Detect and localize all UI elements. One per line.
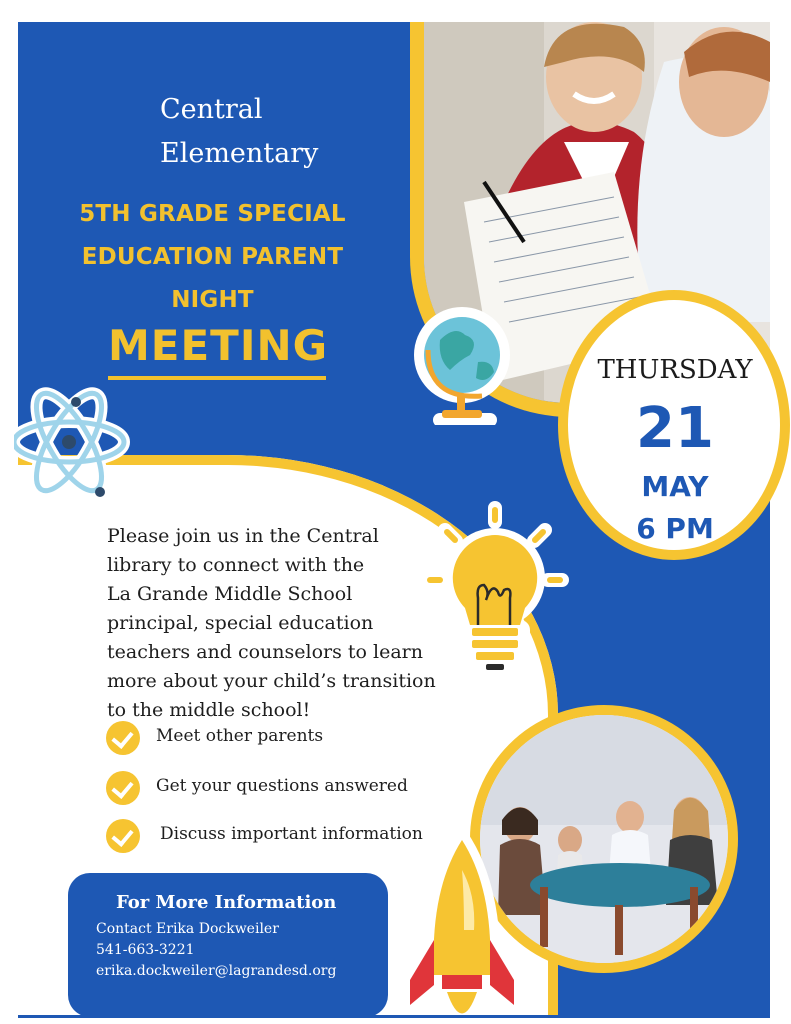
globe-icon	[410, 300, 520, 425]
description-line: principal, special education	[107, 612, 374, 634]
check-icon	[106, 771, 140, 805]
school-name	[160, 88, 380, 176]
description-line: library to connect with the	[107, 554, 365, 576]
bullet-item	[106, 771, 426, 805]
description-line: Please join us in the Central	[107, 525, 379, 547]
bullet-label: Discuss important information	[160, 824, 423, 844]
description	[107, 522, 437, 725]
date-number: 21	[636, 396, 714, 461]
description-line: to the middle school!	[107, 699, 311, 721]
bullet-label: Meet other parents	[156, 726, 324, 746]
event-title-line2: EDUCATION PARENT	[81, 244, 344, 270]
contact-email[interactable]: erika.dockweiler@lagrandesd.org	[96, 963, 337, 979]
check-icon	[106, 721, 140, 755]
bullet-label: Get your questions answered	[156, 776, 408, 796]
rocket-icon	[402, 820, 522, 1024]
description-line: teachers and counselors to learn	[107, 641, 423, 663]
contact-name: Contact Erika Dockweiler	[96, 921, 279, 937]
event-title-line3: NIGHT	[171, 287, 254, 313]
event-title-line1: 5TH GRADE SPECIAL	[79, 201, 346, 227]
description-line: La Grande Middle School	[107, 583, 353, 605]
lightbulb-icon	[420, 500, 570, 680]
date-month: MAY	[641, 470, 709, 503]
atom-icon	[14, 382, 134, 502]
school-name-line1: Central	[160, 94, 263, 125]
contact-phone[interactable]: 541-663-3221	[96, 942, 195, 958]
school-name-line2: Elementary	[160, 138, 319, 169]
bullet-item	[106, 721, 426, 755]
bullet-item	[106, 819, 426, 853]
check-icon	[106, 819, 140, 853]
date-time: 6 PM	[636, 512, 714, 545]
meeting-heading: MEETING	[108, 316, 326, 380]
date-day: THURSDAY	[597, 355, 753, 385]
event-title	[40, 193, 385, 322]
description-line: more about your child’s transition	[107, 670, 436, 692]
contact-title: For More Information	[116, 892, 337, 913]
